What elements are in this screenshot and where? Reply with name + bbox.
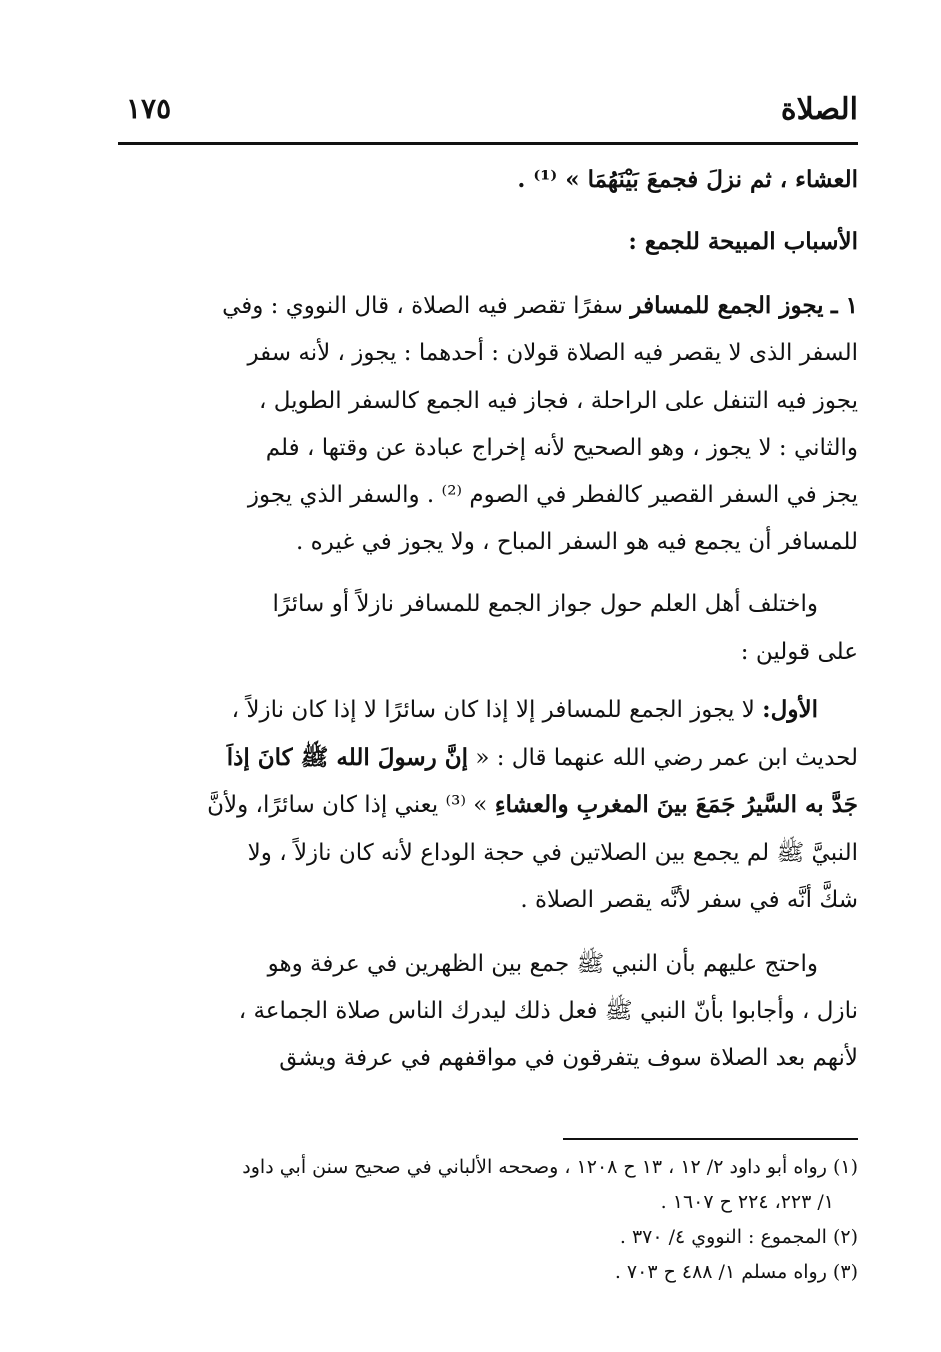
text-span: لحديث ابن عمر رضي الله عنهما قال : « (475, 745, 858, 771)
text-line: واحتج عليهم بأن النبي ﷺ جمع بين الظهرين في عرفة وهو (267, 951, 818, 977)
chapter-title: الصلاة (780, 92, 858, 127)
footnote: ١/ ٢٢٣، ٢٢٤ ح ١٦٠٧ . (660, 1191, 834, 1213)
header-rule (118, 142, 858, 145)
text-line (118, 690, 818, 730)
footnote: (٢) المجموع : النووي ٤/ ٣٧٠ . (619, 1226, 858, 1248)
text-line: السفر الذى لا يقصر فيه الصلاة قولان : أحدهما : يجوز ، لأنه سفر (247, 340, 858, 366)
bold-phrase: الأول: (762, 696, 818, 723)
page-number: ١٧٥ (126, 92, 172, 125)
bold-phrase: يجوز الجمع للمسافر (630, 292, 824, 319)
text-span: لا يجوز الجمع للمسافر إلا إذا كان سائرًا لا إذا كان نازلاً ، (231, 697, 755, 723)
text-line: العشاء ، ثم نزلَ فجمعَ بَيْنَهُمَا » ⁽¹⁾ . (517, 166, 858, 193)
text-span: » ⁽³⁾ يعني إذا كان سائرًا، ولأنَّ (207, 792, 488, 818)
text-line: والثاني : لا يجوز ، وهو الصحيح لأنه إخراج عبادة عن وقتها ، فلم (265, 435, 858, 461)
text-line (118, 286, 858, 326)
text-line: واختلف أهل العلم حول جواز الجمع للمسافر نازلاً أو سائرًا (272, 591, 818, 617)
text-line: يجوز فيه التنفل على الراحلة ، فجاز فيه الجمع كالسفر الطويل ، (258, 388, 858, 414)
list-marker: ١ ـ (830, 292, 858, 319)
footnote: (٣) رواه مسلم ١/ ٤٨٨ ح ٧٠٣ . (614, 1261, 858, 1283)
hadith-text: إنَّ رسولَ الله ﷺ كانَ إذاَ (226, 744, 469, 771)
hadith-text: جَدَّ به السَّيرُ جَمَعَ بينَ المغربِ والعشاءِ (494, 791, 858, 818)
page (118, 0, 858, 1352)
section-heading: الأسباب المبيحة للجمع : (628, 228, 858, 255)
text-line: لأنهم بعد الصلاة سوف يتفرقون في مواقفهم في عرفة ويشق (279, 1045, 858, 1071)
text-span: سفرًا تقصر فيه الصلاة ، قال النووي : وفي (222, 293, 624, 319)
text-line (158, 785, 858, 825)
text-line: النبيَّ ﷺ لم يجمع بين الصلاتين في حجة الوداع لأنه كان نازلاً ، ولا (247, 840, 858, 866)
running-header (118, 92, 858, 132)
text-line: على قولين : (740, 639, 858, 665)
footnote-rule (563, 1138, 858, 1140)
text-line: يجز في السفر القصير كالفطر في الصوم ⁽²⁾ . والسفر الذي يجوز (247, 482, 858, 508)
text-line: شكَّ أنَّه في سفر لأنَّه يقصر الصلاة . (520, 887, 858, 913)
footnote: (١) رواه أبو داود ٢/ ١٢ ، ١٣ ح ١٢٠٨ ، وصححه الألباني في صحيح سنن أبي داود (242, 1156, 858, 1178)
text-line (158, 738, 858, 778)
text-line: للمسافر أن يجمع فيه هو السفر المباح ، ولا يجوز في غيره . (295, 529, 858, 555)
text-line: نازل ، وأجابوا بأنّ النبي ﷺ فعل ذلك ليدرك الناس صلاة الجماعة ، (238, 998, 858, 1024)
